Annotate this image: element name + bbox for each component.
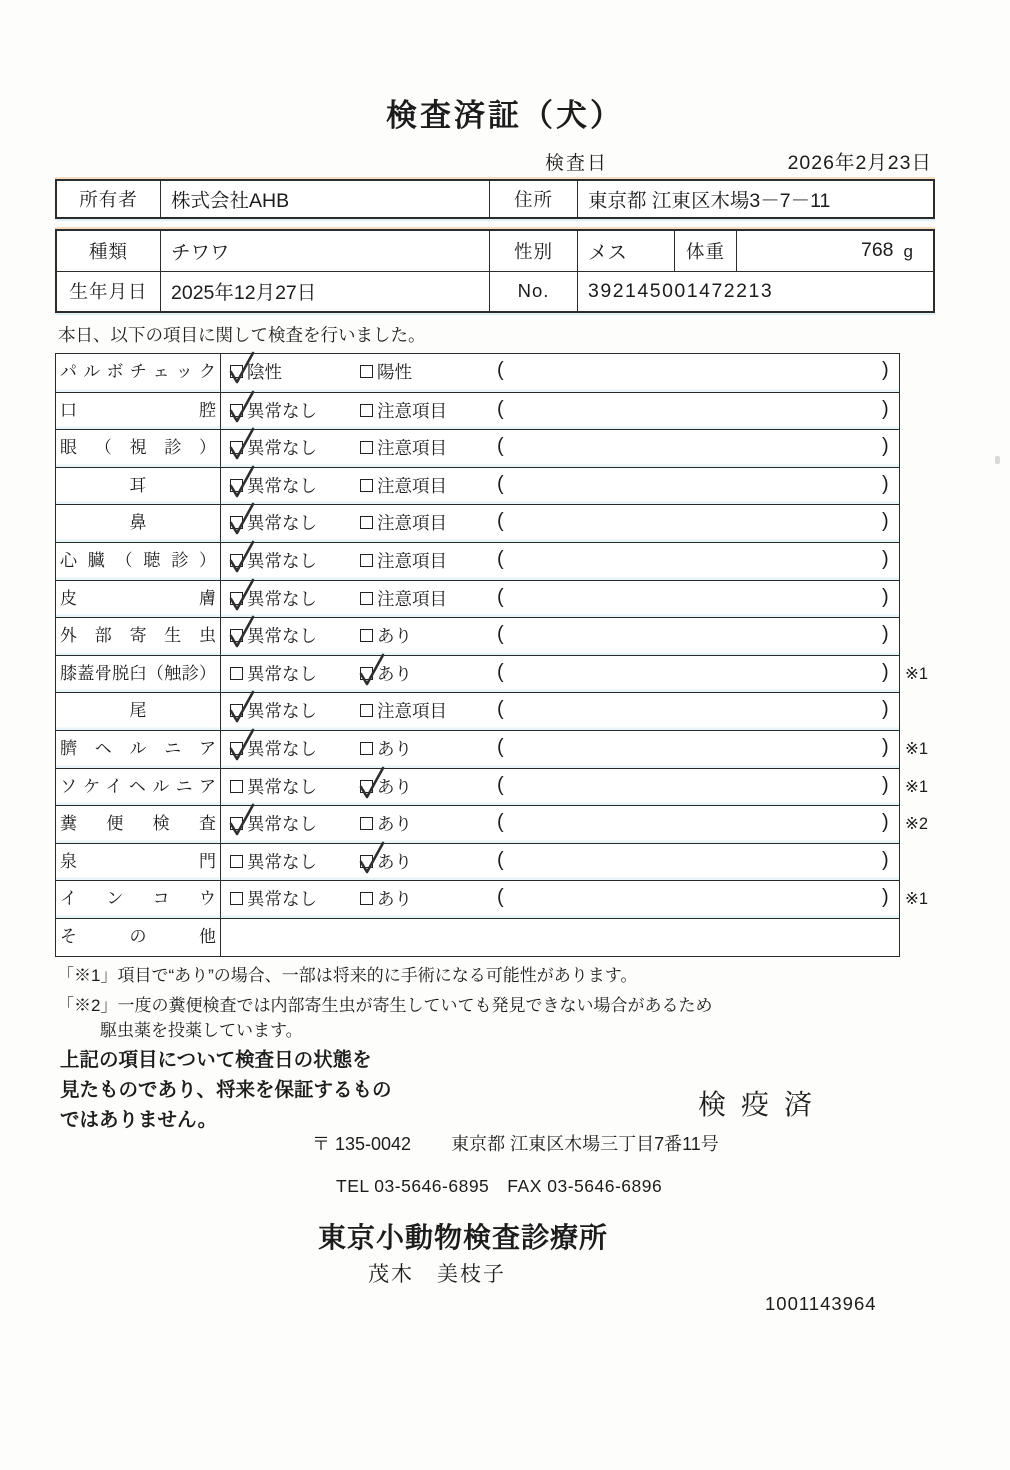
option-label: 注意項目	[377, 588, 447, 609]
table-row-fecal-exam	[56, 805, 929, 843]
row-label: 心臓（聴診）	[56, 543, 221, 580]
row-note: ※2	[905, 815, 929, 834]
option-label: あり	[377, 626, 412, 647]
option-label: 異常なし	[247, 588, 317, 609]
checkbox-normal[interactable]	[230, 780, 243, 793]
checkbox-normal[interactable]	[230, 479, 243, 492]
animal-info-table	[55, 229, 935, 313]
row-note: ※1	[905, 777, 929, 796]
checkbox-caution[interactable]	[360, 516, 373, 529]
row-label: 尾	[56, 693, 221, 730]
checkbox-caution[interactable]	[360, 704, 373, 717]
option-label: 陽性	[377, 362, 412, 382]
row-content	[221, 393, 899, 430]
paren-open: (	[497, 435, 504, 458]
checkbox-caution[interactable]	[360, 441, 373, 454]
clinic-street-address: 東京都 江東区木場三丁目7番11号	[451, 1134, 719, 1154]
disclaimer-line-2: 見たものであり、将来を保証するもの	[60, 1079, 392, 1101]
checkbox-normal[interactable]	[230, 817, 243, 830]
option-label: 異常なし	[247, 663, 317, 684]
page-title: 検査済証（犬）	[386, 98, 624, 133]
checkbox-normal[interactable]	[230, 592, 243, 605]
row-label: 眼（視診）	[56, 430, 221, 467]
table-row-ears	[56, 467, 899, 505]
row-content	[221, 543, 899, 580]
row-label: 泉門	[56, 844, 221, 881]
row-label: その他	[56, 919, 221, 956]
checkbox-caution[interactable]	[360, 404, 373, 417]
table-row-other	[56, 918, 899, 956]
table-row-heart	[56, 542, 899, 580]
disclaimer-line-3: ではありません。	[60, 1109, 218, 1131]
checkbox-caution[interactable]	[360, 554, 373, 567]
option-label: あり	[377, 814, 412, 835]
paren-open: (	[497, 397, 504, 420]
paren-close: )	[882, 848, 889, 871]
checkbox-present[interactable]	[360, 742, 373, 755]
checkbox-normal[interactable]	[230, 629, 243, 642]
checkbox-normal[interactable]	[230, 404, 243, 417]
option-label: 異常なし	[247, 400, 317, 421]
breed-value: チワワ	[161, 231, 490, 271]
row-note: ※1	[905, 664, 929, 683]
row-label: パルボチェック	[56, 354, 221, 392]
checkbox-present[interactable]	[360, 780, 373, 793]
paren-open: (	[497, 660, 504, 683]
option-label: あり	[377, 738, 412, 759]
inspection-date-label: 検査日	[545, 153, 609, 174]
row-label: 皮膚	[56, 581, 221, 618]
footnote-1: 「※1」項目で“あり”の場合、一部は将来的に手術になる可能性があります。	[57, 966, 638, 985]
option-label: 異常なし	[247, 513, 317, 534]
option-label: 陰性	[247, 362, 282, 382]
paren-close: )	[882, 435, 889, 458]
paren-close: )	[882, 698, 889, 721]
checkbox-normal[interactable]	[230, 516, 243, 529]
row-label: 臍ヘルニア	[56, 731, 221, 768]
paren-close: )	[882, 585, 889, 608]
option-label: 注意項目	[377, 513, 447, 534]
row-label: 糞便検査	[56, 806, 221, 843]
checkbox-normal[interactable]	[230, 441, 243, 454]
weight-number: 768	[860, 239, 894, 262]
row-note: ※1	[905, 739, 929, 758]
table-row-inguinal-hernia	[56, 768, 929, 806]
paren-open: (	[497, 848, 504, 871]
paren-close: )	[882, 510, 889, 533]
weight-unit: g	[903, 242, 913, 262]
breed-label: 種類	[57, 231, 161, 271]
row-note: ※1	[905, 890, 929, 909]
option-label: 異常なし	[247, 701, 317, 722]
checkbox-caution[interactable]	[360, 479, 373, 492]
no-label: No.	[490, 272, 578, 312]
checkbox-negative[interactable]	[230, 365, 243, 378]
quarantine-stamp: 検疫済	[698, 1089, 828, 1120]
row-content	[221, 769, 899, 806]
checkbox-present[interactable]	[360, 629, 373, 642]
paren-close: )	[882, 735, 889, 758]
row-content	[221, 844, 899, 881]
address-label: 住所	[490, 181, 578, 217]
table-row-inkou	[56, 880, 929, 918]
clinic-phone-line	[336, 1176, 662, 1197]
row-content	[221, 505, 899, 542]
row-content	[221, 581, 899, 618]
option-label: 注意項目	[377, 475, 447, 496]
row-label: 口腔	[56, 393, 221, 430]
table-row-skin	[56, 580, 899, 618]
paren-close: )	[882, 811, 889, 834]
paren-open: (	[497, 547, 504, 570]
row-content	[221, 618, 899, 655]
sex-label: 性別	[490, 231, 578, 271]
table-row-umbilical-hernia	[56, 730, 929, 768]
option-label: 注意項目	[377, 701, 447, 722]
disclaimer-text	[60, 1045, 392, 1135]
paren-close: )	[882, 660, 889, 683]
table-row-parvo	[56, 354, 899, 392]
checkbox-normal[interactable]	[230, 892, 243, 905]
row-content	[221, 430, 899, 467]
paren-close: )	[882, 623, 889, 646]
checkbox-normal[interactable]	[230, 704, 243, 717]
clinic-address-line	[312, 1130, 719, 1156]
inspection-date-value: 2026年2月23日	[787, 152, 932, 174]
paren-close: )	[882, 359, 889, 381]
weight-label: 体重	[675, 231, 737, 271]
row-label: 耳	[56, 468, 221, 505]
owner-table	[55, 179, 935, 219]
checkbox-present[interactable]	[360, 817, 373, 830]
option-label: あり	[377, 851, 412, 872]
checkbox-normal[interactable]	[230, 554, 243, 567]
checkbox-normal[interactable]	[230, 855, 243, 868]
table-row-eyes	[56, 429, 899, 467]
row-content	[221, 656, 899, 693]
table-row-patella	[56, 655, 929, 693]
checkbox-normal[interactable]	[230, 742, 243, 755]
serial-number: 1001143964	[765, 1293, 877, 1314]
paren-open: (	[497, 886, 504, 909]
option-label: 異常なし	[247, 438, 317, 459]
option-label: あり	[377, 776, 412, 797]
row-content	[221, 468, 899, 505]
postal-code: 〒 135-0042	[312, 1134, 412, 1154]
paren-close: )	[882, 773, 889, 796]
option-label: 異常なし	[247, 889, 317, 910]
paren-open: (	[497, 773, 504, 796]
checkbox-present[interactable]	[360, 855, 373, 868]
examiner-name: 茂木 美枝子	[368, 1263, 506, 1286]
birthdate-label: 生年月日	[57, 272, 161, 312]
row-label: ソケイヘルニア	[56, 769, 221, 806]
option-label: 注意項目	[377, 400, 447, 421]
table-row-parasites	[56, 617, 899, 655]
paren-close: )	[882, 472, 889, 495]
tel-number: TEL 03-5646-6895	[336, 1176, 490, 1196]
option-label: 異常なし	[247, 738, 317, 759]
paren-open: (	[497, 811, 504, 834]
option-label: あり	[377, 663, 412, 684]
option-label: 異常なし	[247, 550, 317, 571]
owner-value: 株式会社AHB	[161, 181, 490, 217]
table-row-nose	[56, 504, 899, 542]
row-label: 外部寄生虫	[56, 618, 221, 655]
no-value: 392145001472213	[588, 279, 774, 302]
paren-open: (	[497, 510, 504, 533]
row-label: 鼻	[56, 505, 221, 542]
footnote-2: 「※2」一度の糞便検査では内部寄生虫が寄生していても発見できない場合があるため	[57, 996, 713, 1015]
clinic-name: 東京小動物検査診療所	[318, 1222, 609, 1253]
paren-open: (	[497, 735, 504, 758]
paren-close: )	[882, 397, 889, 420]
address-value: 東京都 江東区木場3－7－11	[588, 190, 831, 212]
option-label: 注意項目	[377, 438, 447, 459]
intro-text: 本日、以下の項目に関して検査を行いました。	[58, 325, 426, 345]
option-label: 異常なし	[247, 475, 317, 496]
paren-open: (	[497, 359, 504, 381]
paren-open: (	[497, 698, 504, 721]
row-content	[221, 354, 899, 392]
table-row-mouth	[56, 392, 899, 430]
paren-close: )	[882, 547, 889, 570]
paren-open: (	[497, 472, 504, 495]
check-items-table	[55, 353, 929, 957]
footnote-2-continued: 駆虫薬を投薬しています。	[100, 1021, 303, 1040]
option-label: 注意項目	[377, 550, 447, 571]
sex-value: メス	[578, 231, 675, 271]
checkbox-present[interactable]	[360, 892, 373, 905]
row-label: 膝蓋骨脱臼（触診）	[56, 656, 221, 693]
checkbox-present[interactable]	[360, 667, 373, 680]
owner-label: 所有者	[57, 181, 161, 217]
weight-value	[737, 231, 933, 271]
row-content	[221, 693, 899, 730]
table-row-fontanelle	[56, 843, 899, 881]
paren-open: (	[497, 623, 504, 646]
row-content	[221, 731, 899, 768]
scan-artifact	[995, 456, 1000, 464]
birthdate-value: 2025年12月27日	[161, 272, 490, 312]
fax-number: FAX 03-5646-6896	[507, 1176, 663, 1196]
row-content	[221, 806, 899, 843]
disclaimer-line-1: 上記の項目について検査日の状態を	[60, 1049, 372, 1071]
row-label: インコウ	[56, 881, 221, 918]
row-content	[221, 919, 899, 956]
option-label: 異常なし	[247, 776, 317, 797]
paren-close: )	[882, 886, 889, 909]
paren-open: (	[497, 585, 504, 608]
option-label: あり	[377, 889, 412, 910]
checkbox-positive[interactable]	[360, 365, 373, 378]
option-label: 異常なし	[247, 814, 317, 835]
table-row-tail	[56, 692, 899, 730]
option-label: 異常なし	[247, 626, 317, 647]
checkbox-caution[interactable]	[360, 592, 373, 605]
option-label: 異常なし	[247, 851, 317, 872]
checkbox-normal[interactable]	[230, 667, 243, 680]
row-content	[221, 881, 899, 918]
